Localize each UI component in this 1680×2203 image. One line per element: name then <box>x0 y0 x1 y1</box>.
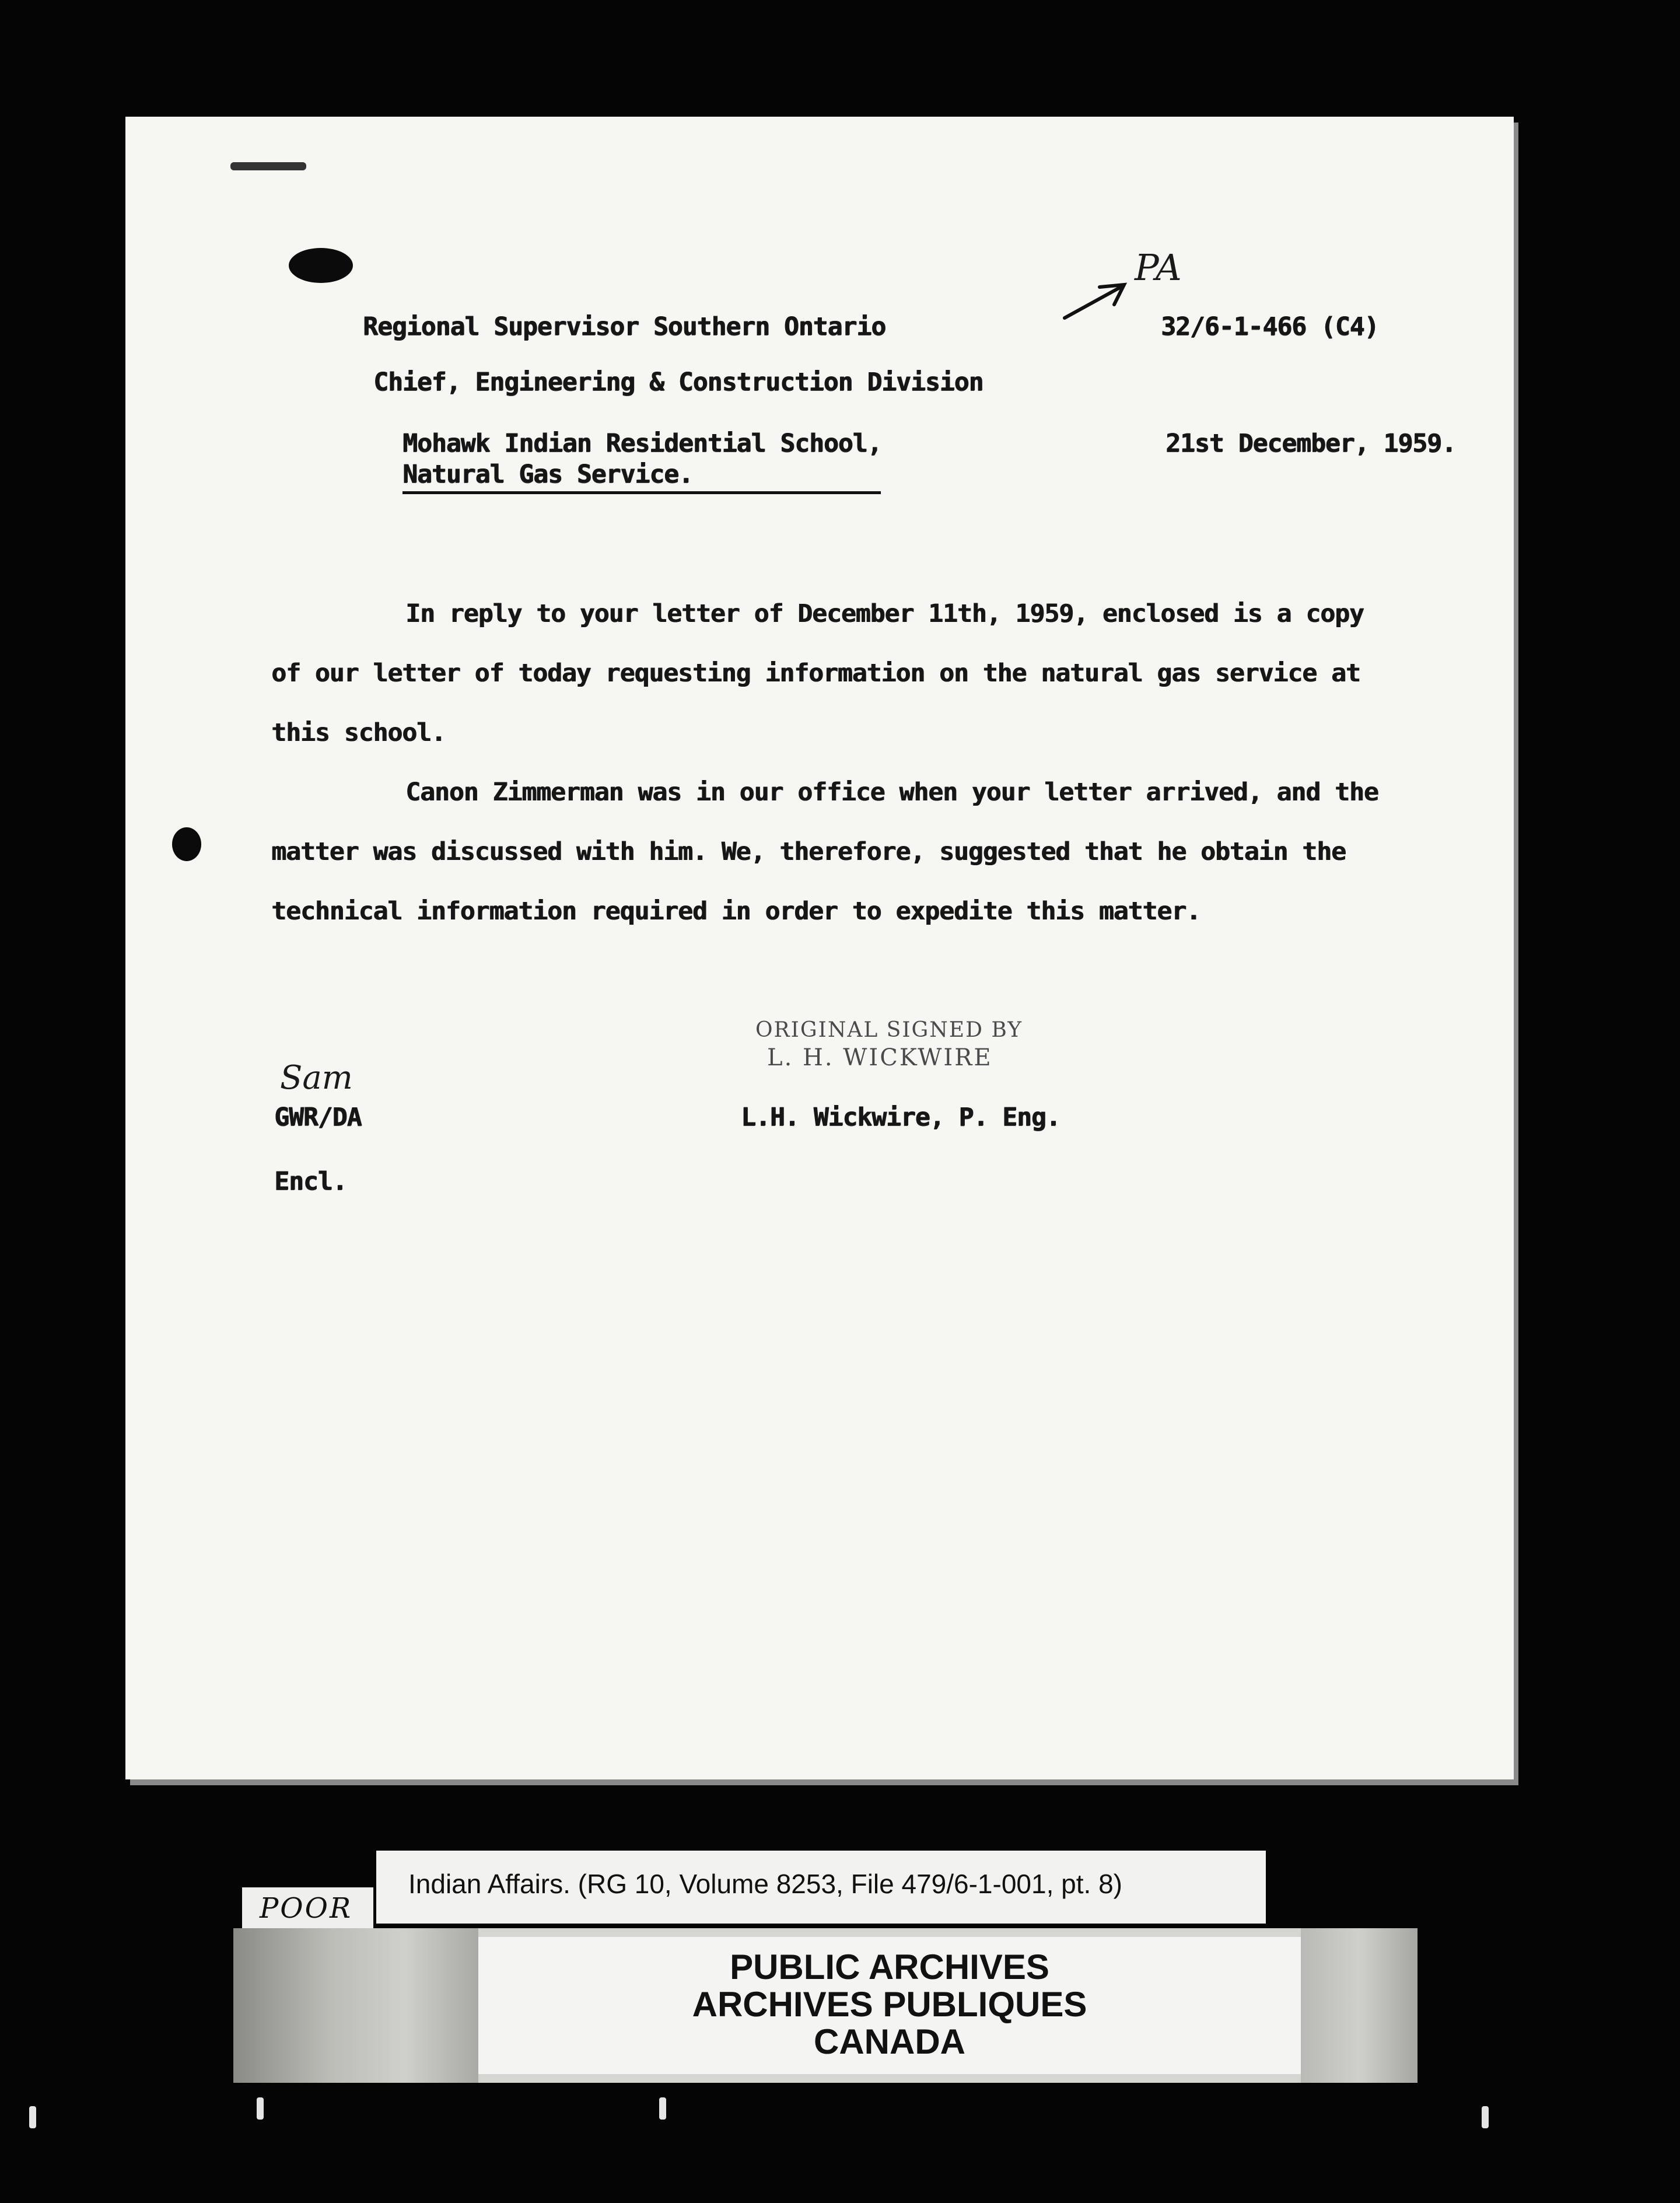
archives-stamp <box>478 1937 1301 2074</box>
signatory: L.H. Wickwire, P. Eng. <box>741 1103 1060 1132</box>
tape-left <box>233 1928 478 2083</box>
signed-stamp-line-2: L. H. WICKWIRE <box>767 1044 993 1071</box>
archive-reference: Indian Affairs. (RG 10, Volume 8253, File 479/6-1-001, pt. 8) <box>408 1869 1122 1899</box>
enclosure-note: Encl. <box>274 1167 347 1196</box>
letter-page <box>125 117 1514 1779</box>
film-edge-mark <box>1482 2106 1489 2128</box>
typist-initials: GWR/DA <box>274 1103 362 1132</box>
film-edge-mark <box>257 2097 264 2120</box>
body-line-3: this school. <box>271 718 446 747</box>
body-line-4: Canon Zimmerman was in our office when your letter arrived, and the <box>405 778 1378 807</box>
handwritten-arrow-icon <box>1059 274 1135 327</box>
sender: Chief, Engineering & Construction Division <box>373 368 984 397</box>
file-number: 32/6-1-466 (C4) <box>1161 312 1379 341</box>
poor-copy-line-1: POOR <box>260 1892 353 1925</box>
film-edge-mark <box>659 2097 666 2120</box>
archive-reference-label <box>376 1851 1266 1924</box>
letter-date: 21st December, 1959. <box>1166 429 1456 458</box>
handwritten-initials: Sam <box>280 1059 353 1097</box>
archives-stamp-label <box>233 1928 1418 2083</box>
archives-country: CANADA <box>814 2022 965 2061</box>
ink-blot <box>289 248 353 283</box>
ink-speck <box>230 162 306 170</box>
addressee: Regional Supervisor Southern Ontario <box>363 312 886 341</box>
film-edge-mark <box>29 2106 36 2128</box>
body-line-5: matter was discussed with him. We, therefore, suggested that he obtain the <box>271 837 1346 866</box>
subject-underlined: Natural Gas Service. <box>402 460 881 494</box>
punch-hole-mark <box>172 827 201 861</box>
tape-right <box>1301 1928 1418 2083</box>
handwritten-reference: PA <box>1135 246 1182 289</box>
body-line-2: of our letter of today requesting information on the natural gas service at <box>271 659 1360 688</box>
signed-stamp-line-1: ORIGINAL SIGNED BY <box>755 1018 1023 1042</box>
subject-line-2 <box>402 460 881 494</box>
archives-english: PUBLIC ARCHIVES <box>730 1947 1049 1987</box>
body-line-1: In reply to your letter of December 11th, 1959, enclosed is a copy <box>405 599 1364 628</box>
subject-line-1: Mohawk Indian Residential School, <box>402 429 882 458</box>
body-line-6: technical information required in order to expedite this matter. <box>271 897 1200 926</box>
archives-french: ARCHIVES PUBLIQUES <box>692 1985 1087 2024</box>
